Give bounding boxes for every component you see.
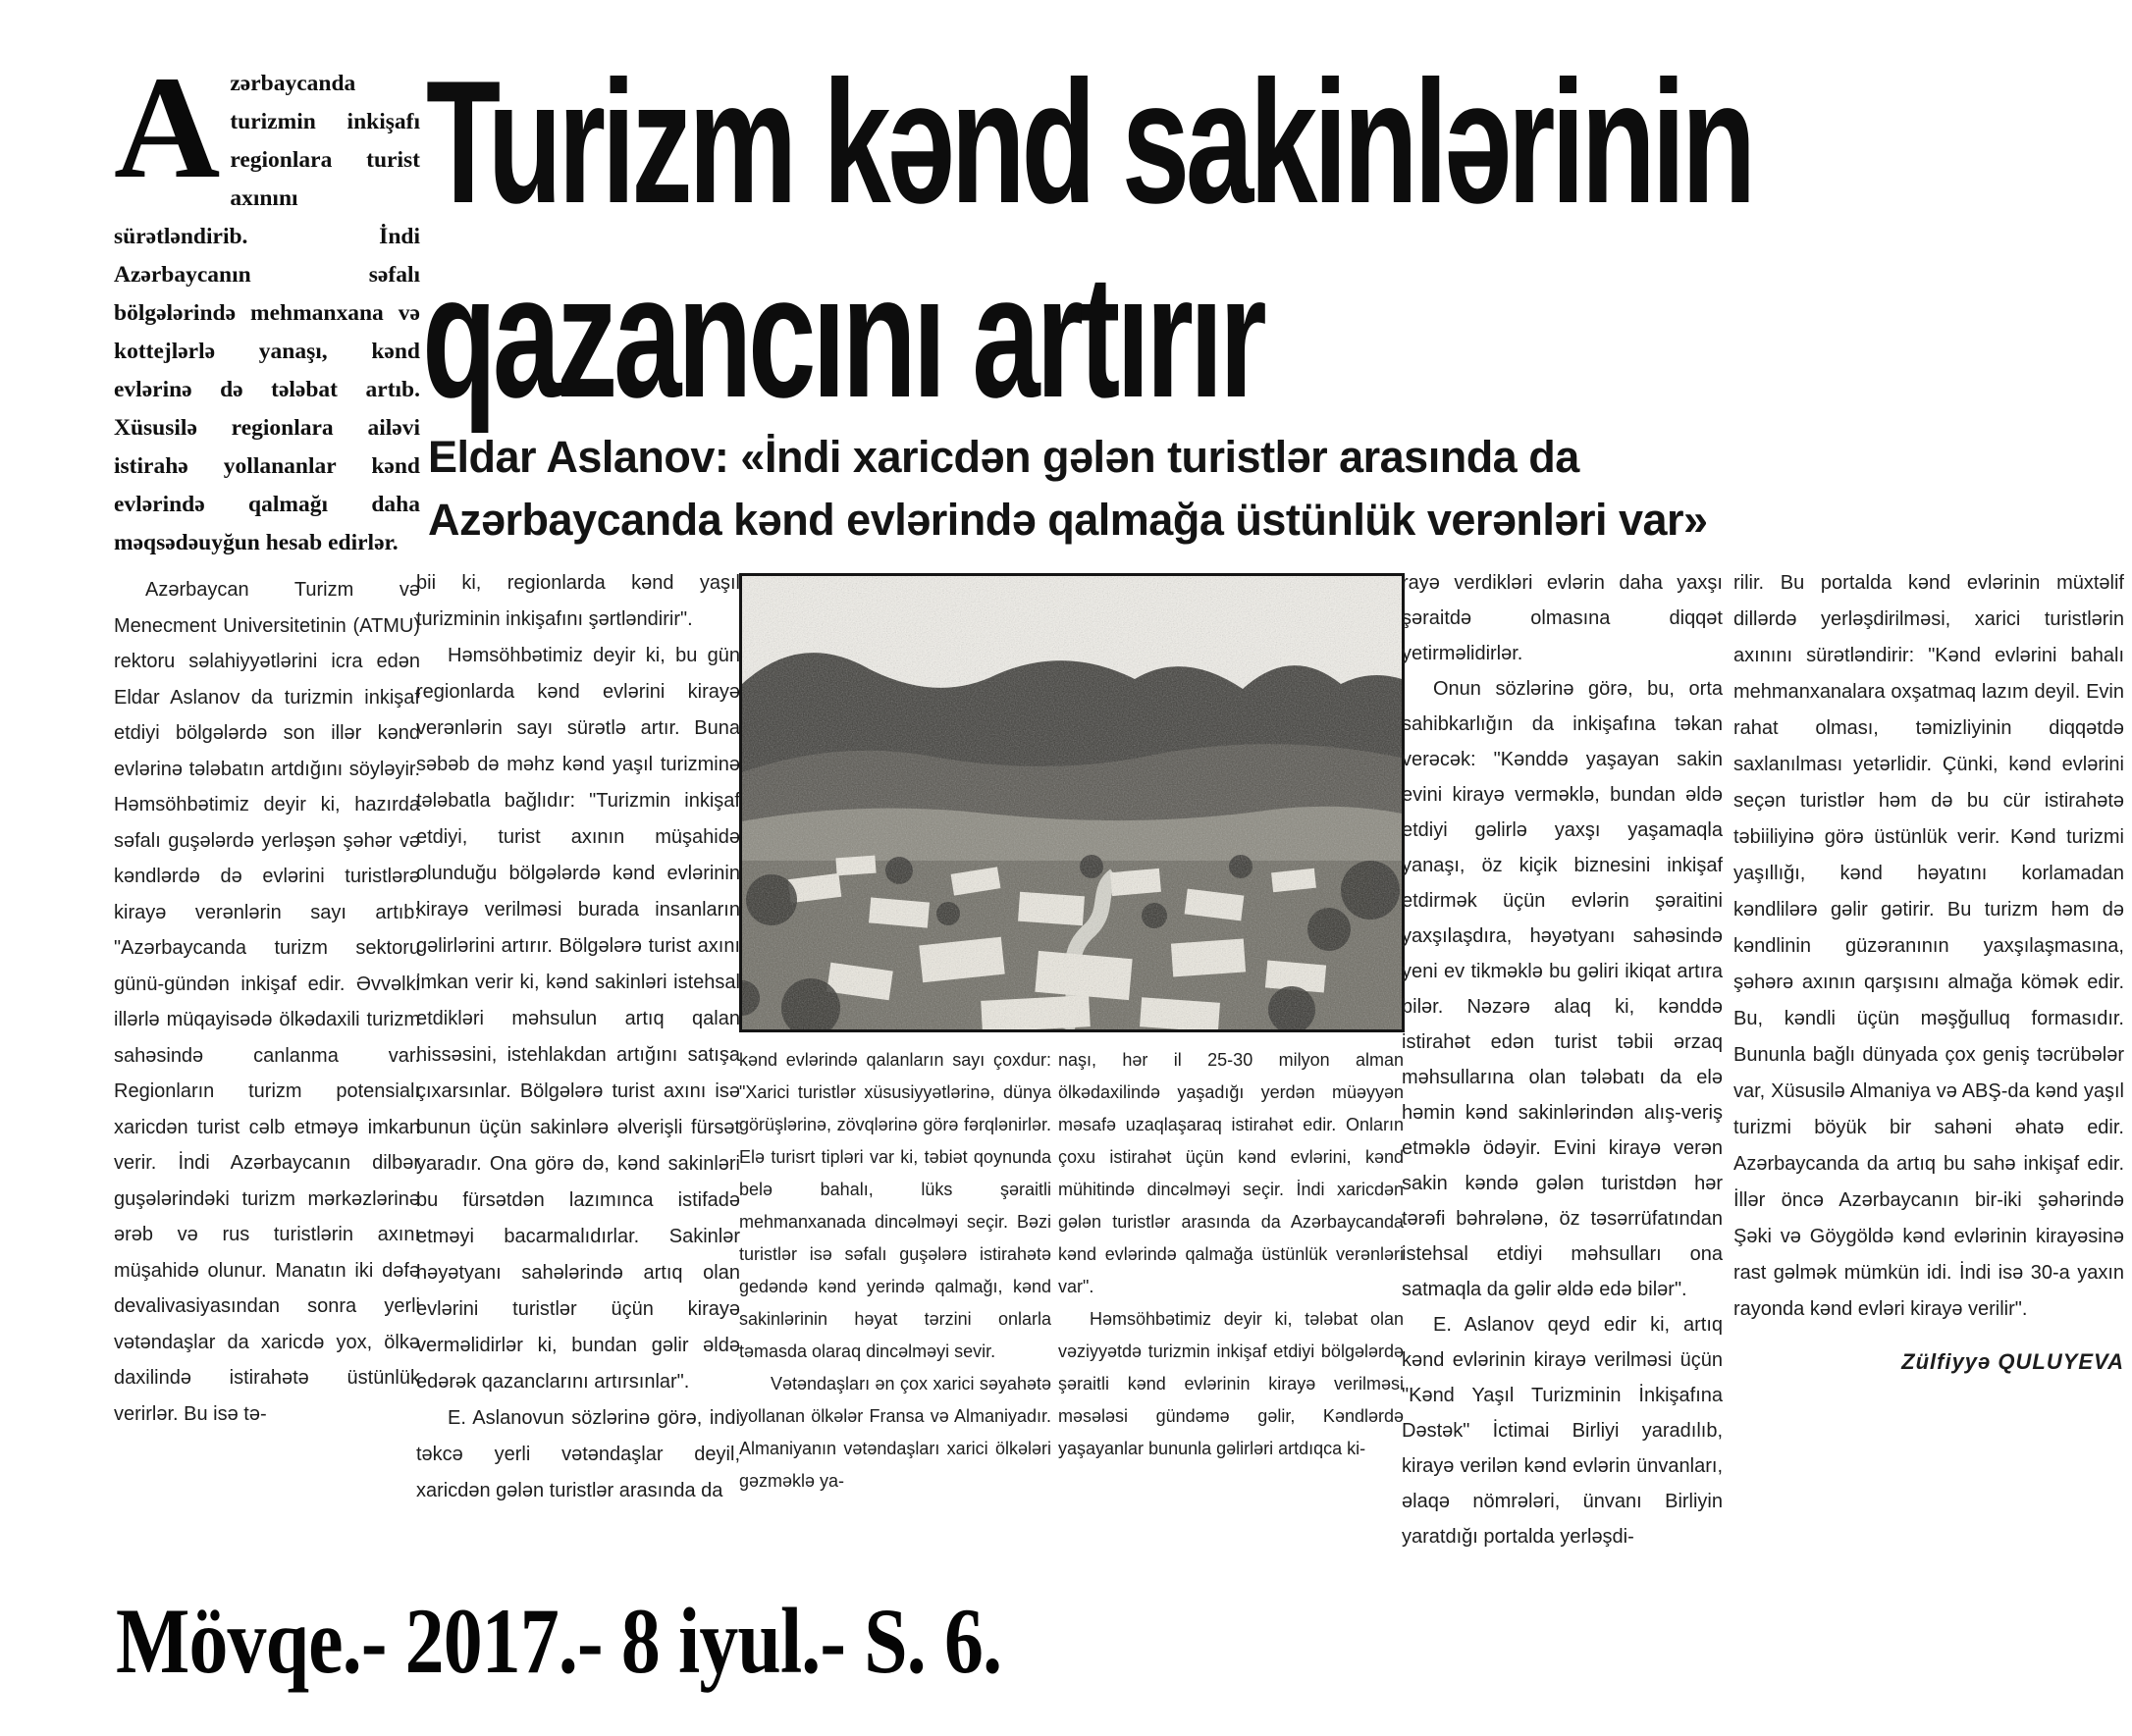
lead-text: zərbaycanda turizmin inkişafı regionlara turist axınını sürətləndirib. İndi Azərbaycanın səfalı bölgələrində mehmanxana və kottejlərlə yanaşı, kənd evlərinə də tələbat artıb. Xüsusilə regionlara ailəvi istirahə yollananlar kənd evlərində qalmağı daha məqsədəuyğun hesab edirlər. xyxy=(114,71,420,555)
body-paragraph: naşı, hər il 25-30 milyon alman ölkədaxilində yaşadığı yerdən müəyyən məsafə uzaqlaşaraq istirahət edir. Onların çoxu istirahət üçün kənd evlərini, kənd mühitində dincəlməyi seçir. İndi xaricdən gələn turistlər arasında da Azərbaycanda kənd evlərində qalmağa üstünlük verənləri var". xyxy=(1058,1050,1404,1296)
column-3 xyxy=(739,1044,1051,1582)
body-paragraph: Həmsöhbətimiz deyir ki, bu gün regionlarda kənd evlərini kirayə verənlərin sayı sürətlə artır. Buna səbəb də məhz kənd yaşıl turizminə tələbatla bağlıdır: "Turizmin inkişaf etdiyi, turist axının müşahidə olunduğu bölgələrdə kənd evlərinin kirayə verilməsi burada insanların gəlirlərini artırır. Bölgələrə turist axını imkan verir ki, kənd sakinləri istehsal etdikləri məhsulun artıq qalan hissəsini, istehlakdan artığını satışa çıxarsınlar. Bölgələrə turist axını isə bunun üçün sakinlərə əlverişli fürsət yaradır. Ona görə də, kənd sakinləri bu fürsətdən lazımınca istifadə etməyi bacarmalıdırlar. Sakinlər həyətyanı sahələrində artıq olan evlərini turistlər üçün kirayə verməlidirlər ki, bundan gəlir əldə edərək qazanclarını artırsınlar". xyxy=(416,645,740,1393)
body-paragraph: rilir. Bu portalda kənd evlərinin müxtəlif dillərdə yerləşdirilməsi, xarici turistlərin axınını sürətləndirir: "Kənd evlərini bahalı mehmanxanalara oxşatmaq lazım deyil. Evin rahat olması, təmizliyinin diqqətdə saxlanılması yetərlidir. Çünki, kənd evlərini seçən turistlər həm də bu cür istirahətə təbiiliyinə görə üstünlük verir. Kənd turizmi yaşıllığı, kənd həyatını korlamadan kəndlilərə gəlir gətirir. Bu turizm həm də kəndlinin güzəranının yaxşılaşmasına, şəhərə axının qarşısını almağa kömək edir. Bu, kəndli üçün məşğulluq formasıdır. Bununla bağlı dünyada çox geniş təcrübələr var, Xüsusilə Almaniya və ABŞ-da kənd yaşıl turizmi böyük bir sahəni əhatə edir. Azərbaycanda da artıq bu sahə inkişaf edir. İllər öncə Azərbaycanın bir-iki şəhərində Şəki və Göygöldə kənd evlərinin kirayəsinə rast gəlmək mümkün idi. İndi isə 30-a yaxın rayonda kənd evləri kirayə verilir". xyxy=(1733,572,2124,1320)
column-2 xyxy=(416,565,740,1584)
headline-line-1: Turizm kənd sakinlərinin xyxy=(426,44,1752,239)
subheadline-line-1: Eldar Aslanov: «İndi xaricdən gələn turistlər arasında da xyxy=(428,432,1579,482)
body-paragraph: Onun sözlərinə görə, bu, orta sahibkarlığın da inkişafına təkan verəcək: "Kənddə yaşayan sakin evini kirayə verməklə, bundan əldə etdiyi gəlirlə yaxşı yaşamaqla yanaşı, öz kiçik biznesini inkişaf etdirmək üçün evlərin şəraitini yaxşılaşdıra, həyətyanı sahəsində yeni ev tikməklə bu gəliri ikiqat artıra bilər. Nəzərə alaq ki, kənddə istirahət edən turist təbii ərzaq məhsullarına olan tələbatı da elə həmin kənd sakinlərindən alış-veriş etməklə ödəyir. Evini kirayə verən sakin kəndə gələn turistdən hər tərəfi bəhrələnə, öz təsərrüfatından istehsal etdiyi məhsulları ona satmaqla da gəlir əldə edə bilər". xyxy=(1402,678,1723,1300)
author-byline: Zülfiyyə QULUYEVA xyxy=(1901,1349,2124,1374)
body-paragraph: Vətəndaşları ən çox xarici səyahətə yollanan ölkələr Fransa və Almaniyadır. Almaniyanın vətəndaşları xarici ölkələri gəzməklə ya- xyxy=(739,1374,1051,1491)
body-paragraph: E. Aslanovun sözlərinə görə, indi təkcə yerli vətəndaşlar deyil, xaricdən gələn turistlər arasında da xyxy=(416,1407,740,1501)
drop-cap: A xyxy=(114,65,221,209)
subheadline-line-2: Azərbaycanda kənd evlərində qalmağa üstünlük verənləri var» xyxy=(428,495,1708,545)
column-5 xyxy=(1402,565,1723,1584)
body-paragraph: bii ki, regionlarda kənd yaşıl turizminin inkişafını şərtləndirir". xyxy=(416,572,740,630)
village-photo xyxy=(739,573,1405,1032)
body-paragraph: rayə verdikləri evlərin daha yaxşı şəraitdə olmasına diqqət yetirməlidirlər. xyxy=(1402,572,1723,664)
lead-paragraph xyxy=(114,65,420,562)
village-photo-art xyxy=(742,576,1402,1029)
column-4 xyxy=(1058,1044,1404,1582)
citation-line: Mövqe.- 2017.- 8 iyul.- S. 6. xyxy=(116,1589,1002,1693)
body-paragraph: kənd evlərində qalanların sayı çoxdur: "Xarici turistlər xüsusiyyətlərinə, dünya görüşlərinə, zövqlərinə görə fərqlənirlər. Elə turisrt tipləri var ki, təbiət qoynunda belə bahalı, lüks şəraitli mehmanxanada dincəlməyi seçir. Bəzi turistlər isə səfalı guşələrə istirahətə gedəndə kənd yerində qalmağı, kənd sakinlərinin həyat tərzini onlarla təmasda olaraq dincəlməyi sevir. xyxy=(739,1050,1051,1361)
body-paragraph: Azərbaycan Turizm və Menecment Universitetinin (ATMU) rektoru səlahiyyətlərini icra edən Eldar Aslanov da turizmin inkişaf etdiyi bölgələrdə son illər kənd evlərinə tələbatın artdığını söyləyir. Həmsöhbətimiz deyir ki, hazırda səfalı guşələrdə yerləşən şəhər və kəndlərdə də evlərini turistlərə kirayə verənlərin sayı artıb: "Azərbaycanda turizm sektoru günü-gündən inkişaf edir. Əvvəlki illərlə müqayisədə ölkədaxili turizm sahəsində canlanma var. Regionların turizm potensialı xaricdən turist cəlb etməyə imkan verir. İndi Azərbaycanın dilbər guşələrindəki turizm mərkəzlərinə ərəb və rus turistlərin axını müşahidə olunur. Manatın iki dəfə devalivasiyasından sonra yerli vətəndaşlar da xaricdə yox, ölkə daxilində istirahətə üstünlük verirlər. Bu isə tə- xyxy=(114,579,420,1425)
subheadline xyxy=(428,426,1708,552)
body-paragraph: E. Aslanov qeyd edir ki, artıq kənd evlərinin kirayə verilməsi üçün "Kənd Yaşıl Turizminin İnkişafına Dəstək" İctimai Birliyi yaradılıb, kirayə verilən kənd evlərin ünvanları, əlaqə nömrələri, ünvanı Birliyin yaratdığı portalda yerləşdi- xyxy=(1402,1314,1723,1548)
headline-line-2: qazancını artırır xyxy=(422,238,1263,434)
column-6 xyxy=(1733,565,2124,1584)
column-1 xyxy=(114,65,420,1588)
body-paragraph: Həmsöhbətimiz deyir ki, tələbat olan vəziyyətdə turizmin inkişaf etdiyi bölgələrdə şəraitli kənd evlərinin kirayə verilməsi məsələsi gündəmə gəlir, Kəndlərdə yaşayanlar bununla gəlirləri artdıqca ki- xyxy=(1058,1309,1404,1458)
